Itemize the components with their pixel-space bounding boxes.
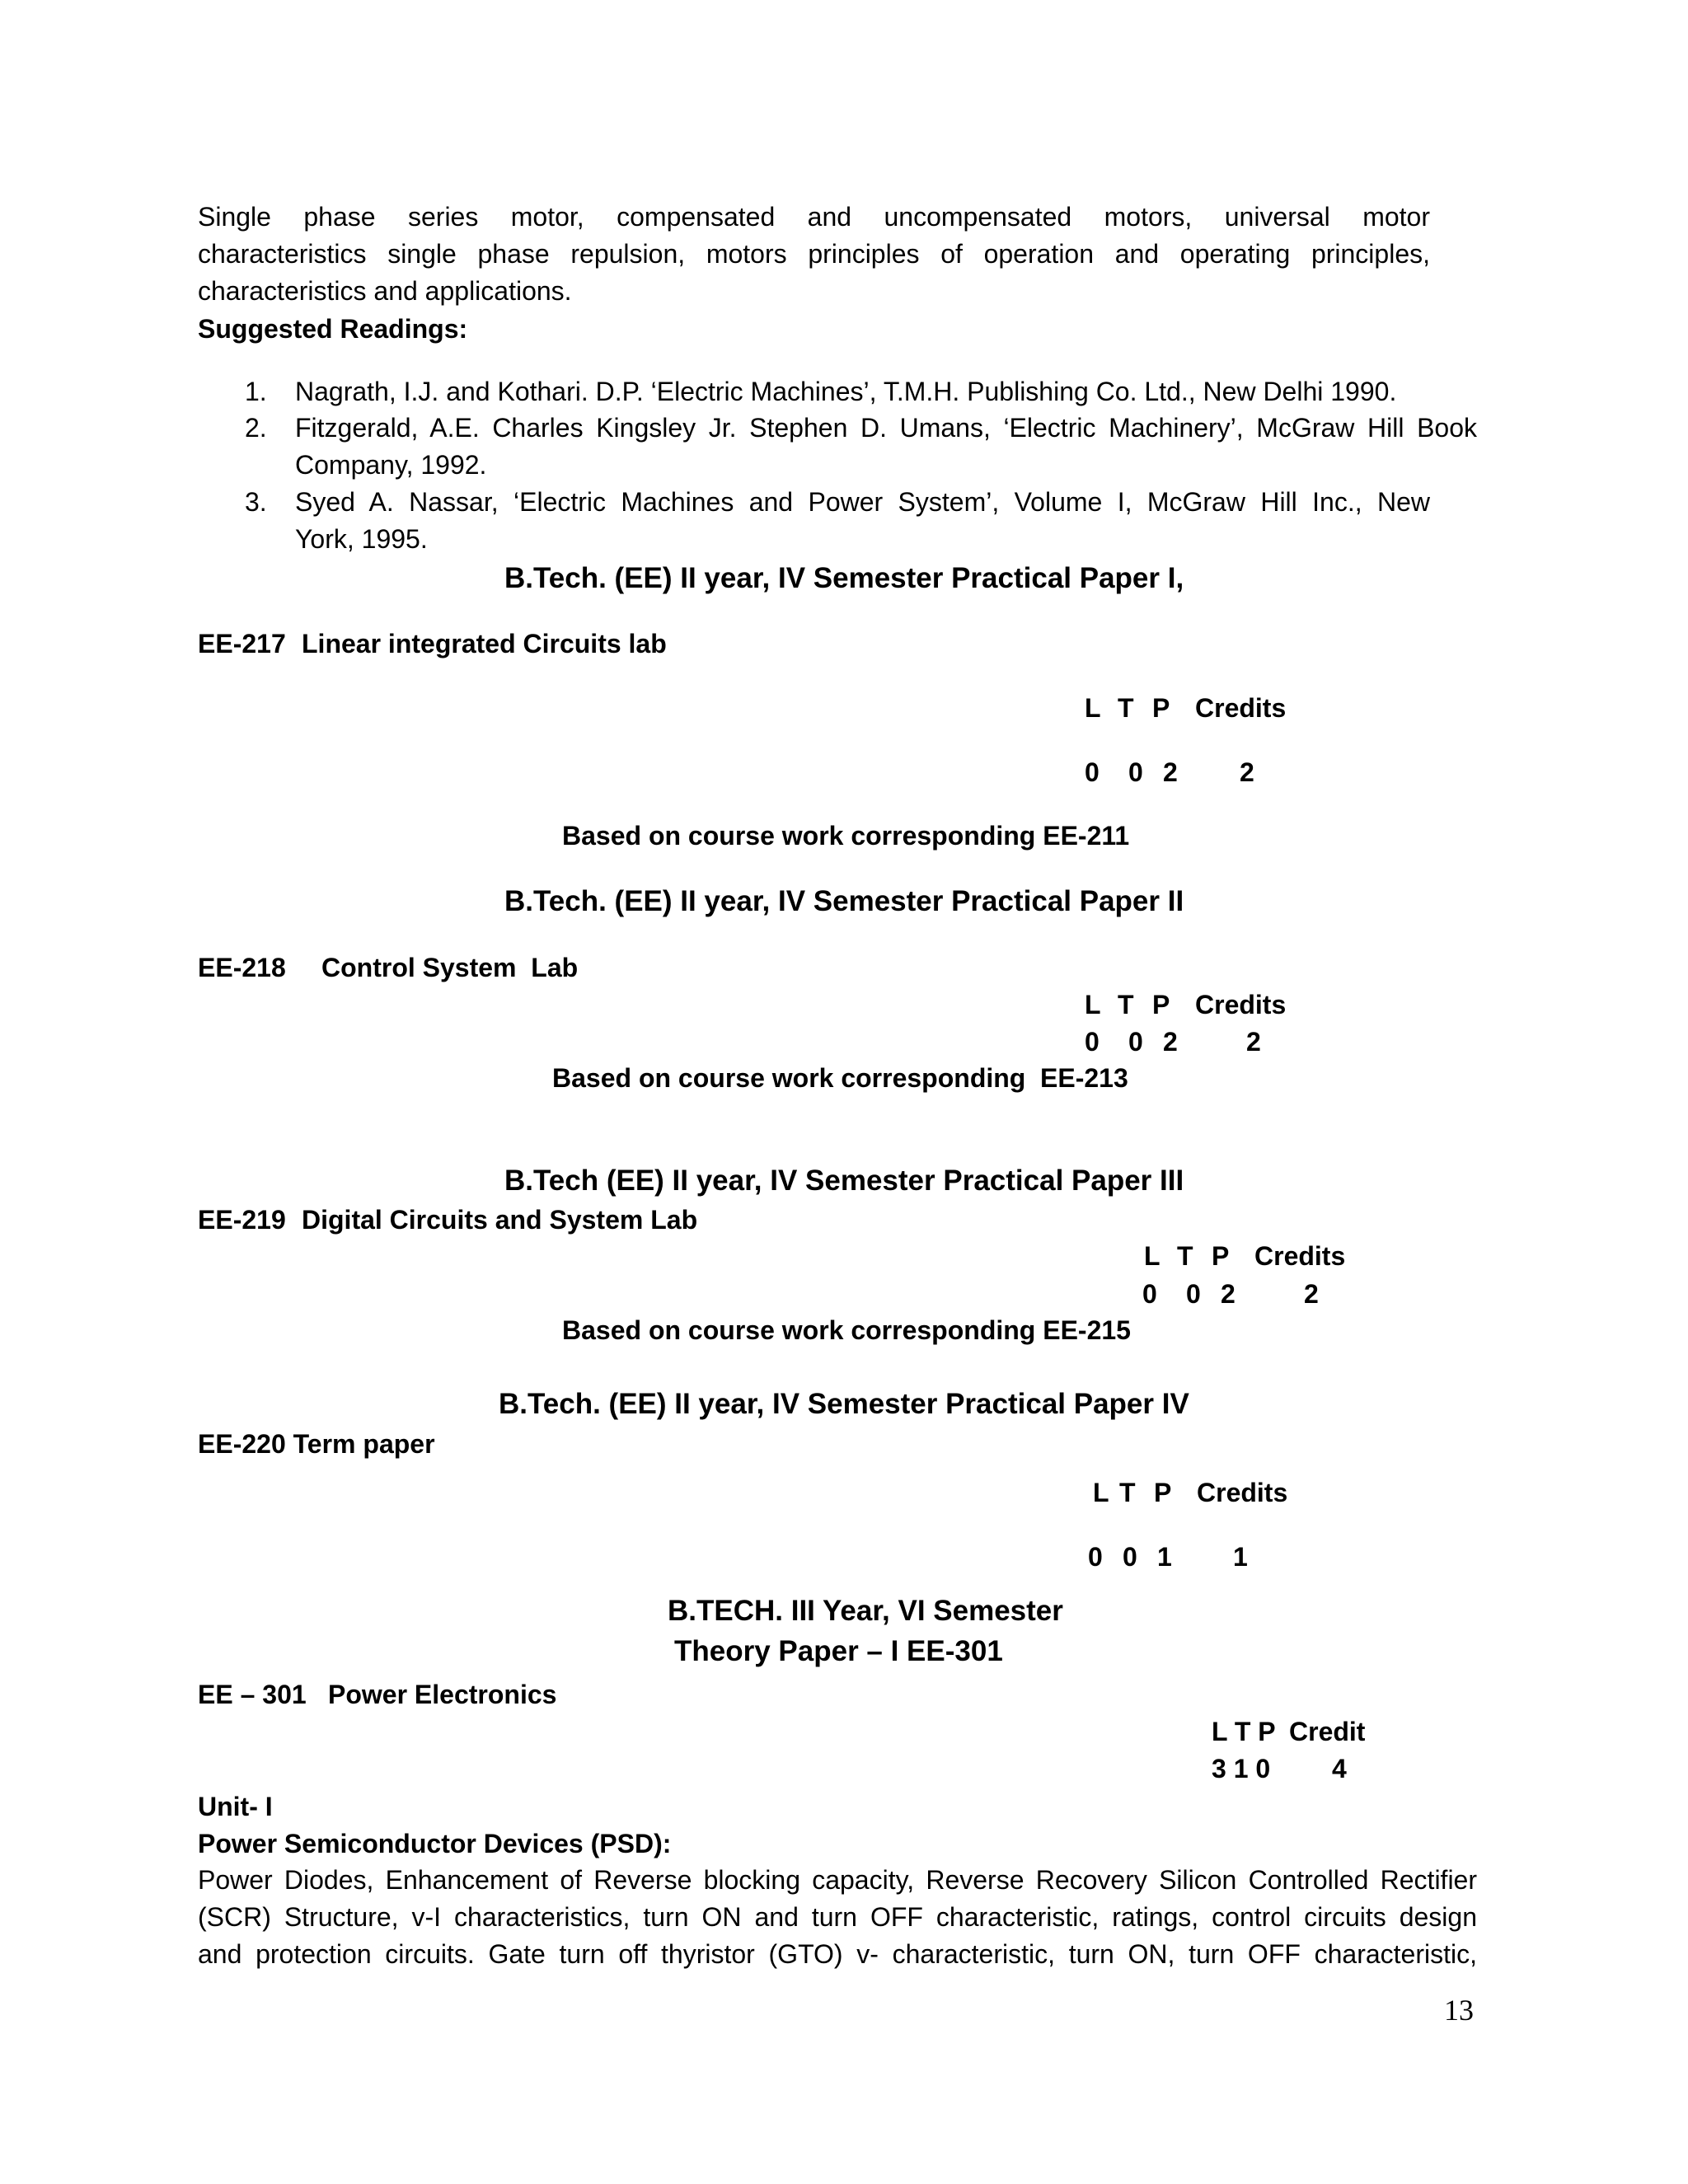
paper2-l-label: L	[1085, 990, 1101, 1019]
paper2-note-code: EE-213	[1040, 1063, 1128, 1093]
paper1-title: Linear integrated Circuits lab	[302, 629, 667, 658]
reading-3-number: 3.	[245, 487, 267, 517]
theory-ltp-label: L T P	[1212, 1717, 1276, 1746]
body-line-1: Power Diodes, Enhancement of Reverse blocking capacity, Reverse Recovery Silicon Controlled Rectifier	[198, 1865, 1477, 1895]
reading-3-text: Syed A. Nassar, ‘Electric Machines and Power System’, Volume I, McGraw Hill Inc., New	[295, 487, 1430, 517]
paper2-title: Control System Lab	[321, 953, 579, 982]
page-number: 13	[1444, 1994, 1474, 2027]
reading-2-text: Fitzgerald, A.E. Charles Kingsley Jr. Stephen D. Umans, ‘Electric Machinery’, McGraw Hill Book	[295, 413, 1477, 443]
paper3-p-label: P	[1212, 1241, 1230, 1271]
paper2-heading: B.Tech. (EE) II year, IV Semester Practical Paper II	[504, 885, 1184, 917]
paper4-credits-label: Credits	[1197, 1478, 1288, 1507]
reading-1-number: 1.	[245, 377, 267, 406]
paper4-t-value: 0	[1123, 1542, 1137, 1572]
intro-line-2: characteristics single phase repulsion, motors principles of operation and operating principles,	[198, 239, 1430, 269]
paper2-credits-label: Credits	[1195, 990, 1287, 1019]
suggested-readings-heading: Suggested Readings:	[198, 314, 468, 344]
paper4-l-label: L	[1093, 1478, 1109, 1507]
paper2-p-value: 2	[1163, 1027, 1178, 1057]
paper1-credits-value: 2	[1240, 757, 1254, 787]
paper4-code-title: EE-220 Term paper	[198, 1429, 435, 1459]
paper1-credits-label: Credits	[1195, 693, 1287, 723]
paper3-l-label: L	[1144, 1241, 1160, 1271]
paper1-t-value: 0	[1128, 757, 1143, 787]
section-subheading: Power Semiconductor Devices (PSD):	[198, 1829, 672, 1858]
paper4-p-value: 1	[1157, 1542, 1172, 1572]
intro-line-1: Single phase series motor, compensated and uncompensated motors, universal motor	[198, 202, 1430, 232]
paper3-p-value: 2	[1221, 1279, 1236, 1309]
paper2-credits-value: 2	[1246, 1027, 1261, 1057]
paper3-t-label: T	[1177, 1241, 1193, 1271]
paper3-note: Based on course work corresponding EE-215	[562, 1315, 1131, 1345]
reading-1-text: Nagrath, I.J. and Kothari. D.P. ‘Electric Machines’, T.M.H. Publishing Co. Ltd., New Delhi 1990.	[295, 377, 1397, 406]
unit-heading: Unit- I	[198, 1792, 273, 1821]
body-line-2: (SCR) Structure, v-I characteristics, turn ON and turn OFF characteristic, ratings, control circuits design	[198, 1902, 1477, 1932]
paper2-p-label: P	[1152, 990, 1170, 1019]
paper1-heading: B.Tech. (EE) II year, IV Semester Practical Paper I,	[504, 562, 1184, 594]
paper3-heading: B.Tech (EE) II year, IV Semester Practical Paper III	[504, 1165, 1184, 1197]
paper2-t-label: T	[1118, 990, 1134, 1019]
body-line-3: and protection circuits. Gate turn off thyristor (GTO) v- characteristic, turn ON, turn OFF characteristic,	[198, 1939, 1477, 1969]
paper1-p-label: P	[1152, 693, 1170, 723]
theory-heading-1: B.TECH. III Year, VI Semester	[668, 1595, 1063, 1627]
paper1-l-value: 0	[1085, 757, 1100, 787]
paper1-t-label: T	[1118, 693, 1134, 723]
paper3-credits-value: 2	[1304, 1279, 1319, 1309]
paper1-note: Based on course work corresponding EE-211	[562, 821, 1130, 851]
paper1-code: EE-217	[198, 629, 286, 658]
paper2-l-value: 0	[1085, 1027, 1100, 1057]
paper2-note: Based on course work corresponding	[552, 1063, 1026, 1093]
paper3-t-value: 0	[1186, 1279, 1201, 1309]
paper4-heading: B.Tech. (EE) II year, IV Semester Practical Paper IV	[499, 1388, 1189, 1420]
paper2-t-value: 0	[1128, 1027, 1143, 1057]
paper3-code: EE-219	[198, 1205, 286, 1235]
paper3-credits-label: Credits	[1254, 1241, 1346, 1271]
paper3-l-value: 0	[1142, 1279, 1157, 1309]
paper4-t-label: T	[1119, 1478, 1136, 1507]
intro-line-3: characteristics and applications.	[198, 276, 572, 306]
theory-ltp-values: 3 1 0	[1212, 1754, 1271, 1783]
paper4-p-label: P	[1154, 1478, 1172, 1507]
paper4-credits-value: 1	[1233, 1542, 1248, 1572]
paper1-p-value: 2	[1163, 757, 1178, 787]
reading-2-number: 2.	[245, 413, 267, 443]
paper4-l-value: 0	[1088, 1542, 1103, 1572]
theory-code: EE – 301	[198, 1680, 307, 1709]
theory-credit-value: 4	[1332, 1754, 1347, 1783]
paper3-title: Digital Circuits and System Lab	[302, 1205, 698, 1235]
reading-3-text-cont: York, 1995.	[295, 524, 428, 554]
paper2-code: EE-218	[198, 953, 286, 982]
theory-credit-label: Credit	[1289, 1717, 1366, 1746]
paper1-l-label: L	[1085, 693, 1101, 723]
theory-title: Power Electronics	[328, 1680, 557, 1709]
theory-heading-2: Theory Paper – I EE-301	[674, 1635, 1003, 1667]
reading-2-text-cont: Company, 1992.	[295, 450, 487, 480]
